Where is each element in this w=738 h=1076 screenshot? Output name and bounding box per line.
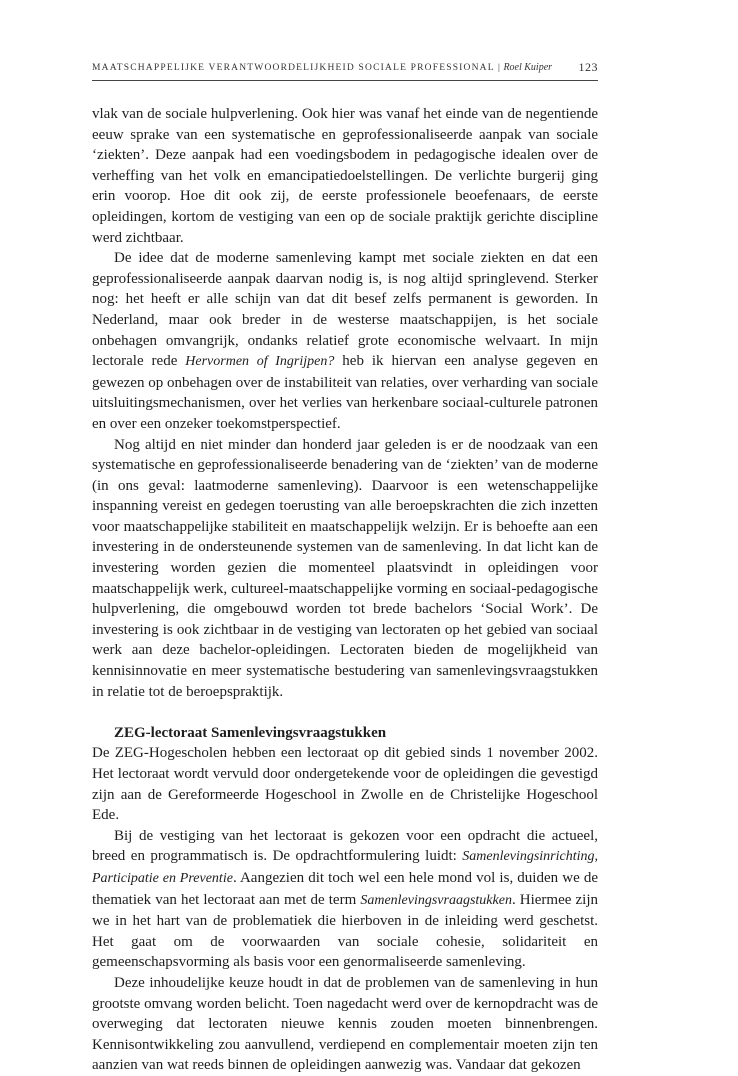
paragraph-5 bbox=[92, 826, 598, 973]
theme-term: Samenlevingsvraagstukken bbox=[360, 892, 512, 908]
paragraph-1: vlak van de sociale hulpverlening. Ook hier was vanaf het einde van de negentiende eeuw sprake van een systematische en geprofessionaliseerde aanpak van sociale ‘ziekten’. Deze aanpak had een voedingsbodem in pedagogische idealen over de verheffing van het volk en emancipatiedoelstellingen. De verlichte burgerij ging erin voorop. Hoe dit ook zij, de eerste professionele beoefenaars, de eerste opleidingen, kortom de vestiging van een op de sociale praktijk gerichte discipline werd zichtbaar. bbox=[92, 106, 598, 246]
paragraph-2-part-b: heb ik hiervan een analyse gegeven en gewezen op onbehagen over de instabiliteit van relaties, over verharding van sociale uitsluitingsmechanismen, over het verlies van herkenbare sociaal-culturele patronen en over een onzeker toekomstperspectief. bbox=[92, 353, 598, 432]
paragraph-5-part-c: . Hiermee zijn we in het hart van de problematiek die hierboven in de inleiding werd geschetst. Het gaat om de voorwaarden van sociale cohesie, solidariteit en gemeenschapsvorming als basis voor een genormaliseerde samenleving. bbox=[92, 891, 598, 971]
paragraph-2-part-a: De idee dat de moderne samenleving kampt met sociale ziekten en dat een geprofessionaliseerde aanpak daarvan nodig is, is nog altijd springlevend. Sterker nog: het heeft er alle schijn van dat dit besef zelfs permanent is geworden. In Nederland, maar ook breder in de westerse maatschappijen, is het sociale onbehagen omvangrijk, ondanks relatief grote economische welvaart. In mijn lectorale rede bbox=[92, 250, 598, 370]
header-author: Roel Kuiper bbox=[503, 62, 553, 73]
section-heading: ZEG-lectoraat Samenlevingsvraagstukken bbox=[114, 724, 387, 741]
assignment-title: Samenlevingsinrichting, Participatie en Preventie bbox=[92, 849, 598, 886]
paragraph-6: Deze inhoudelijke keuze houdt in dat de problemen van de samenleving in hun grootste omvang worden belicht. Toen nagedacht werd over de kernopdracht was de overweging dat lectoraten nieuwe kennis zouden moeten binnenbrengen. Kennisontwikkeling zou aanvullend, verdiepend en complementair moeten zijn ten aanzien van wat reeds binnen de opleidingen aanwezig was. Vandaar dat gekozen bbox=[92, 974, 598, 1074]
paragraph-4: De ZEG-Hogescholen hebben een lectoraat op dit gebied sinds 1 november 2002. Het lectoraat wordt vervuld door ondergetekende voor de opleidingen die gevestigd zijn aan de Gereformeerde Hogeschool in Zwolle en de Christelijke Hogeschool Ede. bbox=[92, 745, 598, 824]
page-number: 123 bbox=[578, 60, 598, 74]
header-separator: | bbox=[497, 63, 500, 73]
header-rule bbox=[92, 80, 598, 81]
speech-title: Hervormen of Ingrijpen? bbox=[185, 354, 335, 370]
paragraph-5-part-a: Bij de vestiging van het lectoraat is gekozen voor een opdracht die actueel, breed en programmatisch is. De opdrachtformulering luidt: bbox=[92, 827, 598, 865]
paragraph-5-part-b: . Aangezien dit toch wel een hele mond vol is, duiden we de thematiek van het lectoraat aan met de term bbox=[92, 869, 598, 908]
paragraph-3: Nog altijd en niet minder dan honderd jaar geleden is er de noodzaak van een systematische en geprofessionaliseerde benadering van de ‘ziekten’ van de moderne (in ons geval: laatmoderne samenleving). Daarvoor is een wetenschappelijke inspanning vereist en gedegen toerusting van alle beroepskrachten die zich inzetten voor maatschappelijke stabiliteit en maatschappelijk welzijn. Er is behoefte aan een investering in de ondersteunende systemen van de samenleving. In dat licht kan de investering worden gezien die momenteel plaatsvindt in opleidingen voor maatschappelijk werk, cultureel-maatschappelijke vorming en sociaal-pedagogische hulpverlening, die omgebouwd worden tot brede bachelors ‘Social Work’. De investering is ook zichtbaar in de vestiging van lectoraten op het gebied van sociaal werk aan deze bachelor-opleidingen. Lectoraten bieden de mogelijkheid van kennisinnovatie en meer systematische bestudering van samenlevingsvraagstukken in relatie tot de beroepspraktijk. bbox=[92, 436, 598, 700]
running-title: MAATSCHAPPELIJKE VERANTWOORDELIJKHEID SOCIALE PROFESSIONAL bbox=[92, 63, 495, 73]
running-header bbox=[92, 62, 598, 73]
body-text bbox=[92, 104, 598, 1076]
paragraph-2 bbox=[92, 248, 598, 434]
